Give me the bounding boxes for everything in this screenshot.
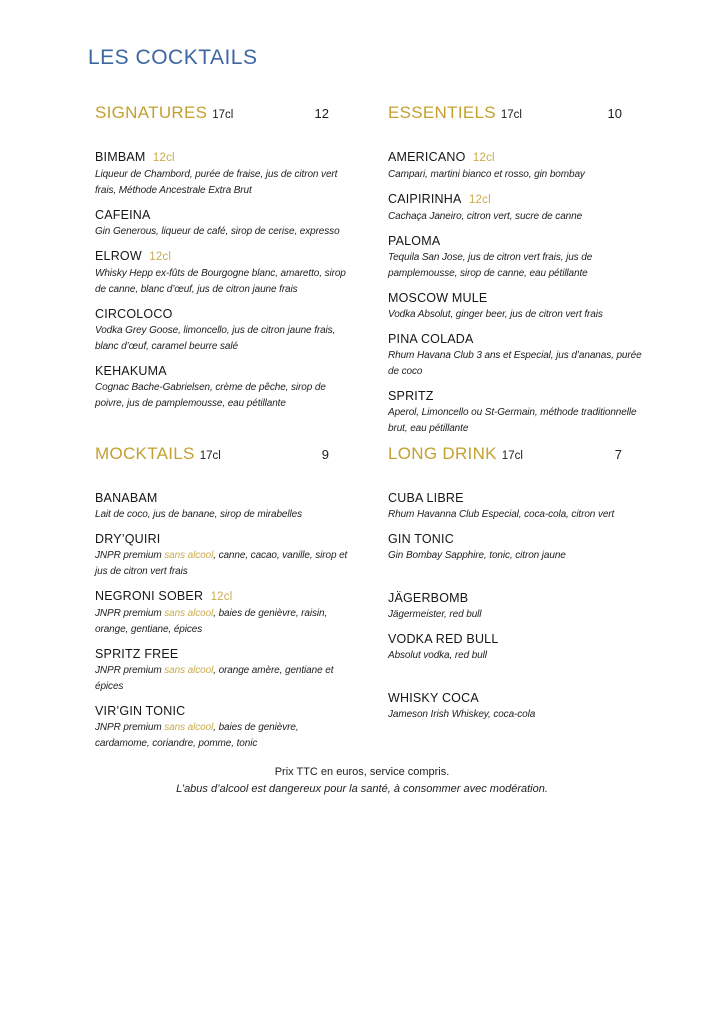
item-name: ELROW [95,249,142,263]
item-name: SPRITZ FREE [95,647,179,661]
description-text: Lait de coco, jus de banane, sirop de mirabelles [95,509,302,520]
item-description [95,167,353,199]
item-name-row [388,191,646,209]
section-title: MOCKTAILS [95,444,195,463]
section-title: ESSENTIELS [388,103,496,122]
menu-item-caipirinha [388,191,646,225]
section-volume: 17cl [500,109,522,121]
menu-item-pina-colada [388,331,646,380]
section-header [95,104,353,124]
item-name: VIR’GIN TONIC [95,704,186,718]
item-name-row [95,306,353,323]
description-text: Cognac Bache-Gabrielsen, crème de pêche, sirop de poivre, jus de pamplemousse, eau pétillante [95,382,326,409]
item-volume: 12cl [149,152,175,164]
item-name: GIN TONIC [388,532,454,546]
menu-item-whisky-coca [388,690,646,723]
item-name: DRY’QUIRI [95,532,161,546]
menu-item-negroni-sober [95,588,353,638]
item-volume: 12cl [145,251,172,263]
item-description [388,607,646,623]
non-alcoholic-label: sans alcool [164,550,214,561]
item-name: BANABAM [95,491,158,505]
item-description [388,250,646,282]
item-description [95,266,353,298]
menu-item-elrow [95,248,353,298]
item-name-row [388,690,646,707]
section-price: 10 [607,106,622,121]
item-name: MOSCOW MULE [388,291,488,305]
section-volume: 17cl [501,450,523,462]
menu-item-kehakuma [95,363,353,412]
item-name-row [388,590,646,607]
description-text: JNPR premium [95,550,165,561]
item-name-row [95,490,353,507]
item-name: PINA COLADA [388,332,474,346]
item-name: JÄGERBOMB [388,591,469,605]
description-text: Whisky Hepp ex-fûts de Bourgogne blanc, amaretto, sirop de canne, blanc d’œuf, jus de citron jaune frais [95,268,346,295]
menu-item-spritz [388,388,646,437]
item-description [95,507,353,523]
item-name: PALOMA [388,234,441,248]
item-description [388,348,646,380]
item-name: BIMBAM [95,150,146,164]
section-items [388,149,646,437]
section-header [388,104,646,124]
page-title: LES COCKTAILS [88,46,258,69]
item-name: WHISKY COCA [388,691,479,705]
menu-item-banabam [95,490,353,523]
item-description [388,548,646,564]
item-name: CIRCOLOCO [95,307,173,321]
item-name-row [388,531,646,548]
menu-section-signatures [95,104,353,420]
section-volume: 17cl [199,450,221,462]
description-text: Cachaça Janeiro, citron vert, sucre de canne [388,211,583,222]
description-text: , orange amère, gentiane et épices [95,665,334,692]
description-text: Rhum Havana Club 3 ans et Especial, jus d’ananas, purée de coco [388,350,642,377]
item-description [95,606,353,638]
menu-content [0,46,724,760]
item-description [95,720,353,752]
description-text: JNPR premium [95,665,165,676]
item-name-row [95,588,353,606]
section-title: SIGNATURES [95,103,208,122]
description-text: Absolut vodka, red bull [388,650,487,661]
item-name-row [95,703,353,720]
item-name-row [388,331,646,348]
menu-section-essentiels [388,104,646,445]
description-text: Gin Generous, liqueur de café, sirop de cerise, expresso [95,226,340,237]
item-name-row [95,531,353,548]
item-name: KEHAKUMA [95,364,167,378]
description-text: Jameson Irish Whiskey, coca-cola [388,709,536,720]
section-header [388,445,646,465]
item-name: VODKA RED BULL [388,632,499,646]
section-items [95,490,353,752]
menu-item-bimbam [95,149,353,199]
description-text: Rhum Havanna Club Especial, coca-cola, citron vert [388,509,615,520]
menu-item-moscow-mule [388,290,646,323]
footer-price-note: Prix TTC en euros, service compris. [274,766,450,778]
section-title: LONG DRINK [388,444,497,463]
section-price: 7 [614,447,622,462]
non-alcoholic-label: sans alcool [164,722,214,733]
item-description [388,405,646,437]
description-text: , baies de genièvre, raisin, orange, gentiane, épices [95,608,328,635]
item-volume: 12cl [465,194,491,206]
menu-section-mocktails [95,445,353,760]
section-price: 9 [321,447,329,462]
menu-item-vir-gin-tonic [95,703,353,752]
footer [0,764,724,797]
item-description [95,548,353,580]
item-description [388,507,646,523]
item-name-row [388,149,646,167]
menu-item-cuba-libre [388,490,646,523]
non-alcoholic-label: sans alcool [164,608,214,619]
menu-item-cafeina [95,207,353,240]
description-text: Jägermeister, red bull [388,609,482,620]
section-price: 12 [314,106,329,121]
item-name-row [95,363,353,380]
description-text: JNPR premium [95,722,165,733]
item-name-row [95,207,353,224]
item-description [95,663,353,695]
menu-item-paloma [388,233,646,282]
section-items [95,149,353,412]
section-items [388,490,646,723]
menu-section-long-drink [388,445,646,731]
item-description [95,323,353,355]
item-volume: 12cl [207,591,233,603]
item-description [388,209,646,225]
description-text: Tequila San Jose, jus de citron vert frais, jus de pamplemousse, sirop de canne, eau pétillante [388,252,593,279]
item-description [95,380,353,412]
section-volume: 17cl [212,109,234,121]
footer-health-warning: L’abus d’alcool est dangereux pour la santé, à consommer avec modération. [176,782,548,795]
item-name: CAIPIRINHA [388,192,462,206]
menu-item-vodka-red-bull [388,631,646,664]
menu-item-americano [388,149,646,183]
item-name: NEGRONI SOBER [95,589,204,603]
non-alcoholic-label: sans alcool [164,665,214,676]
item-name-row [388,388,646,405]
item-name-row [95,149,353,167]
description-text: Liqueur de Chambord, purée de fraise, jus de citron vert frais, Méthode Ancestrale Extra Brut [95,169,338,196]
item-name: AMERICANO [388,150,466,164]
section-header [95,445,353,465]
item-name: SPRITZ [388,389,434,403]
item-name-row [388,290,646,307]
menu-grid [95,104,651,760]
description-text: Vodka Grey Goose, limoncello, jus de citron jaune frais, blanc d’œuf, caramel beurre salé [95,325,336,352]
description-text: , baies de genièvre, cardamome, coriandre, pomme, tonic [95,722,299,749]
menu-item-spritz-free [95,646,353,695]
menu-item-dry-quiri [95,531,353,580]
item-description [388,167,646,183]
description-text: Vodka Absolut, ginger beer, jus de citron vert frais [388,309,603,320]
description-text: , canne, cacao, vanille, sirop et jus de citron vert frais [95,550,348,577]
item-name: CUBA LIBRE [388,491,464,505]
description-text: Gin Bombay Sapphire, tonic, citron jaune [388,550,566,561]
description-text: Aperol, Limoncello ou St-Germain, méthode traditionnelle brut, eau pétillante [388,407,637,434]
menu-item-circoloco [95,306,353,355]
item-name-row [388,490,646,507]
item-name-row [95,646,353,663]
item-description [388,307,646,323]
item-volume: 12cl [469,152,495,164]
description-text: Campari, martini bianco et rosso, gin bombay [388,169,585,180]
item-description [388,648,646,664]
item-name-row [95,248,353,266]
description-text: JNPR premium [95,608,165,619]
item-description [388,707,646,723]
menu-item-gin-tonic [388,531,646,564]
item-name-row [388,233,646,250]
item-description [95,224,353,240]
item-name-row [388,631,646,648]
menu-item-j-gerbomb [388,590,646,623]
item-name: CAFEINA [95,208,151,222]
